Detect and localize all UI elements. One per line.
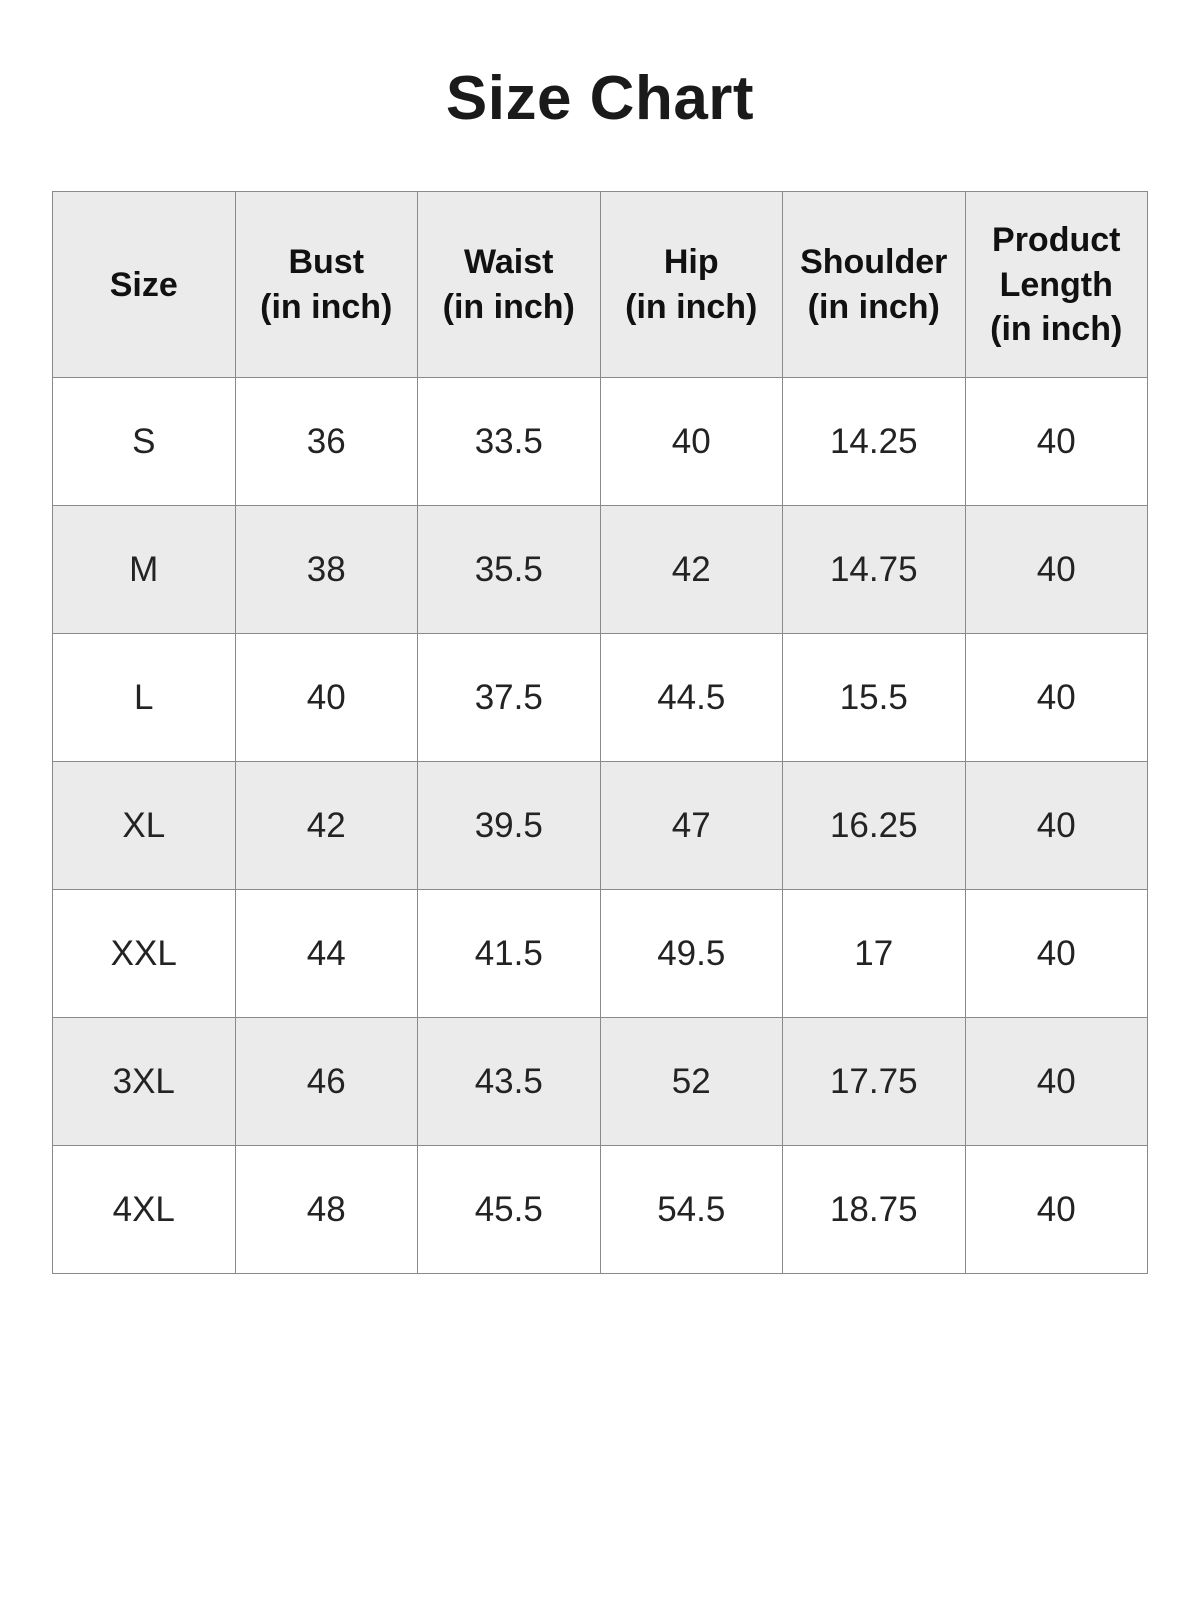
table-header [53, 192, 1148, 378]
bust-cell: 38 [235, 506, 418, 634]
bust-cell: 40 [235, 634, 418, 762]
waist-cell: 35.5 [418, 506, 601, 634]
bust-cell: 36 [235, 378, 418, 506]
product-length-cell: 40 [965, 1018, 1148, 1146]
product-length-cell: 40 [965, 762, 1148, 890]
waist-cell: 39.5 [418, 762, 601, 890]
size-cell: L [53, 634, 236, 762]
table-body [53, 378, 1148, 1274]
waist-cell: 43.5 [418, 1018, 601, 1146]
bust-cell: 42 [235, 762, 418, 890]
table-row-4xl [53, 1146, 1148, 1274]
shoulder-cell: 17.75 [783, 1018, 966, 1146]
size-cell: M [53, 506, 236, 634]
waist-cell: 33.5 [418, 378, 601, 506]
size-chart-table [52, 191, 1148, 1274]
page-title: Size Chart [445, 64, 755, 133]
size-cell: XL [53, 762, 236, 890]
shoulder-cell: 18.75 [783, 1146, 966, 1274]
hip-cell: 47 [600, 762, 783, 890]
size-cell: 3XL [53, 1018, 236, 1146]
column-unit: (in inch) [442, 287, 575, 326]
product-length-cell: 40 [965, 1146, 1148, 1274]
table-row-xl [53, 762, 1148, 890]
bust-cell: 44 [235, 890, 418, 1018]
column-header-product-length [965, 192, 1148, 378]
hip-cell: 49.5 [600, 890, 783, 1018]
hip-cell: 44.5 [600, 634, 783, 762]
table-row-m [53, 506, 1148, 634]
size-cell: 4XL [53, 1146, 236, 1274]
table-row-s [53, 378, 1148, 506]
hip-cell: 52 [600, 1018, 783, 1146]
waist-cell: 45.5 [418, 1146, 601, 1274]
column-unit: (in inch) [990, 310, 1123, 349]
bust-cell: 48 [235, 1146, 418, 1274]
product-length-cell: 40 [965, 378, 1148, 506]
hip-cell: 54.5 [600, 1146, 783, 1274]
table-row-3xl [53, 1018, 1148, 1146]
hip-cell: 42 [600, 506, 783, 634]
column-header-size [53, 192, 236, 378]
waist-cell: 41.5 [418, 890, 601, 1018]
column-name: Hip [663, 243, 719, 282]
hip-cell: 40 [600, 378, 783, 506]
table-row-l [53, 634, 1148, 762]
column-unit: (in inch) [625, 287, 758, 326]
column-name: Product Length [992, 220, 1121, 304]
product-length-cell: 40 [965, 634, 1148, 762]
shoulder-cell: 17 [783, 890, 966, 1018]
table-row-xxl [53, 890, 1148, 1018]
size-cell: S [53, 378, 236, 506]
product-length-cell: 40 [965, 890, 1148, 1018]
column-name: Size [109, 265, 178, 304]
column-header-bust [235, 192, 418, 378]
column-header-shoulder [783, 192, 966, 378]
column-header-hip [600, 192, 783, 378]
column-name: Waist [464, 243, 554, 282]
bust-cell: 46 [235, 1018, 418, 1146]
column-unit: (in inch) [260, 287, 393, 326]
shoulder-cell: 14.75 [783, 506, 966, 634]
size-cell: XXL [53, 890, 236, 1018]
waist-cell: 37.5 [418, 634, 601, 762]
product-length-cell: 40 [965, 506, 1148, 634]
table-header-row [53, 192, 1148, 378]
column-unit: (in inch) [807, 287, 940, 326]
column-name: Bust [288, 243, 365, 282]
shoulder-cell: 15.5 [783, 634, 966, 762]
column-header-waist [418, 192, 601, 378]
shoulder-cell: 14.25 [783, 378, 966, 506]
column-name: Shoulder [800, 243, 948, 282]
shoulder-cell: 16.25 [783, 762, 966, 890]
